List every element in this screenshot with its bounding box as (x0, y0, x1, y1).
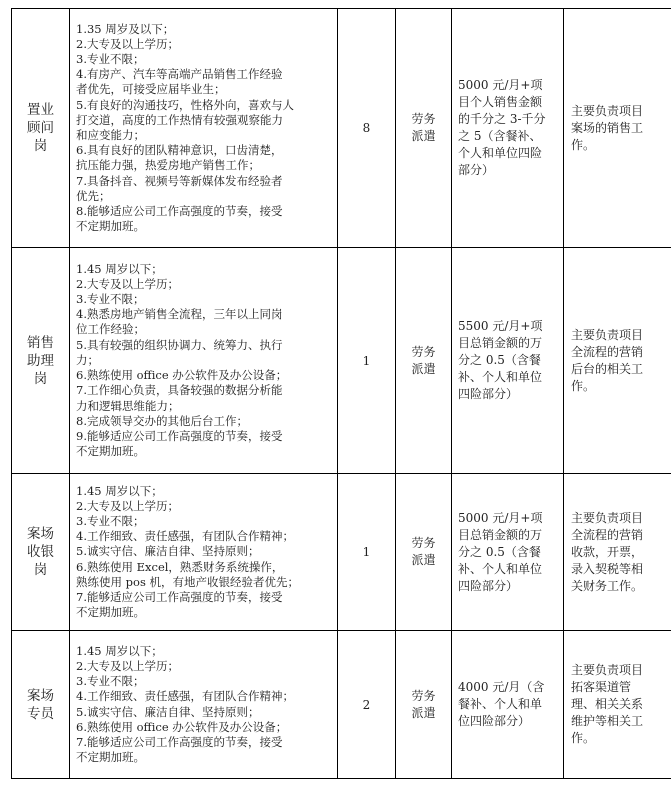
requirement-line: 6.具有良好的团队精神意识，口齿清楚， (76, 143, 283, 158)
headcount-cell: 2 (338, 631, 396, 779)
table-row (12, 474, 671, 631)
duty-cell (564, 474, 671, 631)
requirement-line: 不定期加班。 (76, 605, 145, 620)
requirement-line: 1.45 周岁以下； (76, 261, 163, 276)
requirement-line: 6.熟练使用 office 办公软件及办公设备； (76, 368, 288, 383)
position-cell (12, 631, 70, 779)
employment-type: 劳务派遣 (411, 536, 436, 567)
duty-text: 主要负责项目拓客渠道管理、相关关系维护等相关工作。 (571, 663, 644, 745)
salary-text: 5500 元/月+项目总销金额的万分之 0.5（含餐补、个人和单位四险部分） (458, 319, 543, 401)
salary-cell (452, 9, 564, 248)
requirement-line: 7.工作细心负责，具备较强的数据分析能 (76, 383, 283, 398)
duty-text: 主要负责项目全流程的营销后台的相关工作。 (571, 327, 644, 393)
requirement-line: 不定期加班。 (76, 219, 145, 234)
job-table-body (12, 9, 671, 779)
employment-type-cell (396, 9, 452, 248)
requirements-cell (70, 631, 338, 779)
requirement-line: 4.工作细致、责任感强，有团队合作精神； (76, 689, 294, 704)
headcount-cell: 8 (338, 9, 396, 248)
requirement-line: 不定期加班。 (76, 750, 145, 765)
requirements-cell (70, 9, 338, 248)
requirement-line: 5.诚实守信、廉洁自律、坚持原则； (76, 544, 260, 559)
employment-type: 劳务派遣 (411, 112, 436, 143)
duty-cell (564, 631, 671, 779)
requirement-line: 4.工作细致、责任感强，有团队合作精神； (76, 529, 294, 544)
requirement-line: 力； (76, 352, 99, 367)
requirement-line: 7.能够适应公司工作高强度的节奏，接受 (76, 734, 283, 749)
requirement-line: 2.大专及以上学历； (76, 498, 179, 513)
job-table (11, 8, 671, 779)
requirement-line: 3.专业不限； (76, 674, 145, 689)
position-cell (12, 474, 70, 631)
position-cell (12, 248, 70, 474)
requirement-line: 7.能够适应公司工作高强度的节奏，接受 (76, 590, 283, 604)
requirement-line: 位工作经验； (76, 322, 145, 337)
salary-text: 5000 元/月+项目总销金额的万分之 0.5（含餐补、个人和单位四险部分） (458, 510, 543, 593)
requirement-line: 和应变能力； (76, 128, 145, 142)
employment-type-cell (396, 631, 452, 779)
requirement-line: 5.具有较强的组织协调力、统筹力、执行 (76, 337, 283, 352)
requirement-line: 2.大专及以上学历； (76, 658, 179, 673)
employment-type-cell (396, 248, 452, 474)
requirement-line: 8.能够适应公司工作高强度的节奏，接受 (76, 204, 283, 219)
table-row (12, 248, 671, 474)
headcount-cell: 1 (338, 248, 396, 474)
requirement-line: 7.具备抖音、视频号等新媒体发布经验者 (76, 173, 283, 188)
employment-type: 劳务派遣 (411, 344, 436, 376)
requirements-cell (70, 248, 338, 474)
requirement-line: 力和逻辑思维能力； (76, 398, 180, 413)
requirement-line: 4.有房产、汽车等高端产品销售工作经验 (76, 67, 283, 82)
requirement-line: 打交道，高度的工作热情有较强观察能力 (76, 112, 283, 127)
requirement-line: 6.熟练使用 office 办公软件及办公设备； (76, 719, 288, 734)
salary-text: 4000 元/月（含餐补、个人和单位四险部分） (458, 680, 545, 728)
salary-cell (452, 631, 564, 779)
requirement-line: 优先； (76, 188, 111, 203)
duty-text: 主要负责项目案场的销售工作。 (571, 103, 644, 152)
salary-cell (452, 474, 564, 631)
requirement-line: 8.完成领导交办的其他后台工作； (76, 413, 248, 428)
table-row (12, 9, 671, 248)
requirement-line: 1.35 周岁及以下； (76, 21, 175, 36)
requirement-line: 3.专业不限； (76, 51, 145, 66)
requirement-line: 4.熟悉房地产销售全流程，三年以上同岗 (76, 307, 283, 322)
requirement-line: 者优先，可接受应届毕业生； (76, 82, 226, 97)
requirement-line: 2.大专及以上学历； (76, 276, 179, 291)
headcount-cell: 1 (338, 474, 396, 631)
requirement-line: 熟练使用 pos 机，有地产收银经验者优先； (76, 574, 299, 589)
position-name: 置业顾问岗 (27, 102, 54, 154)
table-row (12, 631, 671, 779)
duty-text: 主要负责项目全流程的营销收款，开票，录入契税等相关财务工作。 (571, 510, 644, 593)
position-name: 案场收银岗 (27, 526, 54, 578)
requirement-line: 不定期加班。 (76, 444, 145, 459)
salary-cell (452, 248, 564, 474)
requirement-line: 3.专业不限； (76, 513, 145, 528)
requirement-line: 9.能够适应公司工作高强度的节奏，接受 (76, 428, 283, 443)
requirement-line: 抗压能力强，热爱房地产销售工作； (76, 158, 260, 173)
requirement-line: 1.45 周岁以下； (76, 643, 163, 658)
employment-type-cell (396, 474, 452, 631)
requirement-line: 3.专业不限； (76, 292, 145, 307)
requirement-line: 5.有良好的沟通技巧，性格外向，喜欢与人 (76, 97, 294, 112)
employment-type: 劳务派遣 (411, 688, 436, 720)
position-name: 案场专员 (27, 687, 54, 722)
position-cell (12, 9, 70, 248)
requirement-line: 2.大专及以上学历； (76, 36, 179, 51)
salary-text: 5000 元/月+项目个人销售金额的千分之 3-千分之 5（含餐补、个人和单位四险部分） (458, 78, 546, 177)
duty-cell (564, 9, 671, 248)
duty-cell (564, 248, 671, 474)
requirement-line: 1.45 周岁以下； (76, 483, 163, 498)
requirements-cell (70, 474, 338, 631)
requirement-line: 5.诚实守信、廉洁自律、坚持原则； (76, 704, 260, 719)
position-name: 销售助理岗 (27, 334, 54, 387)
requirement-line: 6.熟练使用 Excel，熟悉财务系统操作， (76, 559, 284, 574)
